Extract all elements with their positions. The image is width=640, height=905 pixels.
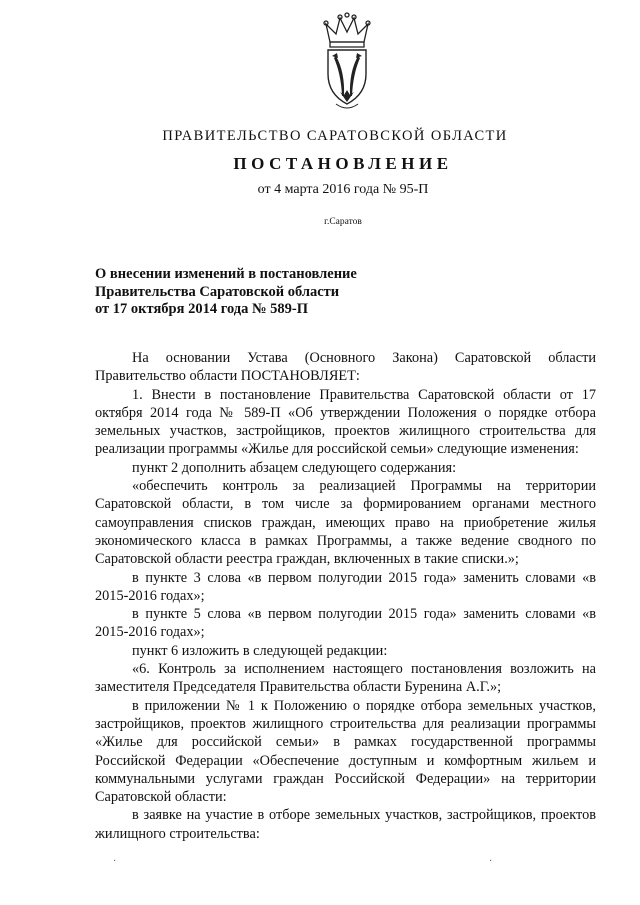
body-paragraph: На основании Устава (Основного Закона) Саратовской области Правительство области ПОСТАНОВЛЯЕТ: <box>95 350 596 385</box>
scan-mark-right: · <box>489 856 493 867</box>
body-paragraph: пункт 2 дополнить абзацем следующего содержания: <box>132 459 457 476</box>
document-body <box>95 349 596 843</box>
subject-line: О внесении изменений в постановление <box>95 266 357 282</box>
document-city: г.Саратов <box>324 217 362 227</box>
body-paragraph: «6. Контроль за исполнением настоящего постановления возложить на заместителя Председателя Правительства области Буренина А.Г.»; <box>95 661 596 696</box>
body-paragraph: «обеспечить контроль за реализацией Программы на территории Саратовской области, в том числе за формированием органами местного самоуправления списков граждан, имеющих право на приобретение жилья экономического класса в рамках Программы, а также ведение сводного по Саратовской области реестра граждан, включенных в такие списки.»; <box>95 478 596 568</box>
body-paragraph: в заявке на участие в отборе земельных участков, застройщиков, проектов жилищного строительства: <box>95 807 596 842</box>
body-paragraph: в пункте 3 слова «в первом полугодии 2015 года» заменить словами «в 2015-2016 годах»; <box>95 569 596 604</box>
subject-line: Правительства Саратовской области <box>95 283 340 300</box>
coat-of-arms-icon <box>318 12 376 118</box>
document-subject <box>95 266 515 319</box>
body-paragraph: в пункте 5 слова «в первом полугодии 2015 года» заменить словами «в 2015-2016 годах»; <box>95 606 596 641</box>
document-date-number: от 4 марта 2016 года № 95-П <box>257 182 429 197</box>
body-paragraph: в приложении № 1 к Положению о порядке отбора земельных участков, застройщиков, проектов жилищного строительства для реализации программы «Жилье для российской семьи» в рамках государственной программы Российской Федерации «Обеспечение доступным и комфортным жильем и коммунальными услугами граждан Российской Федерации» на территории Саратовской области: <box>95 697 596 806</box>
government-name: ПРАВИТЕЛЬСТВО САРАТОВСКОЙ ОБЛАСТИ <box>162 128 508 144</box>
document-type: ПОСТАНОВЛЕНИЕ <box>233 154 453 173</box>
body-paragraph: пункт 6 изложить в следующей редакции: <box>132 642 388 659</box>
subject-line: от 17 октября 2014 года № 589-П <box>95 301 309 317</box>
body-paragraph: 1. Внести в постановление Правительства Саратовской области от 17 октября 2014 года № 589-П «Об утверждении Положения о порядке отбора земельных участков, застройщиков, проектов жилищного строительства для реализации программы «Жилье для российской семьи» следующие изменения: <box>95 386 596 458</box>
scan-mark-left: · <box>113 856 117 867</box>
